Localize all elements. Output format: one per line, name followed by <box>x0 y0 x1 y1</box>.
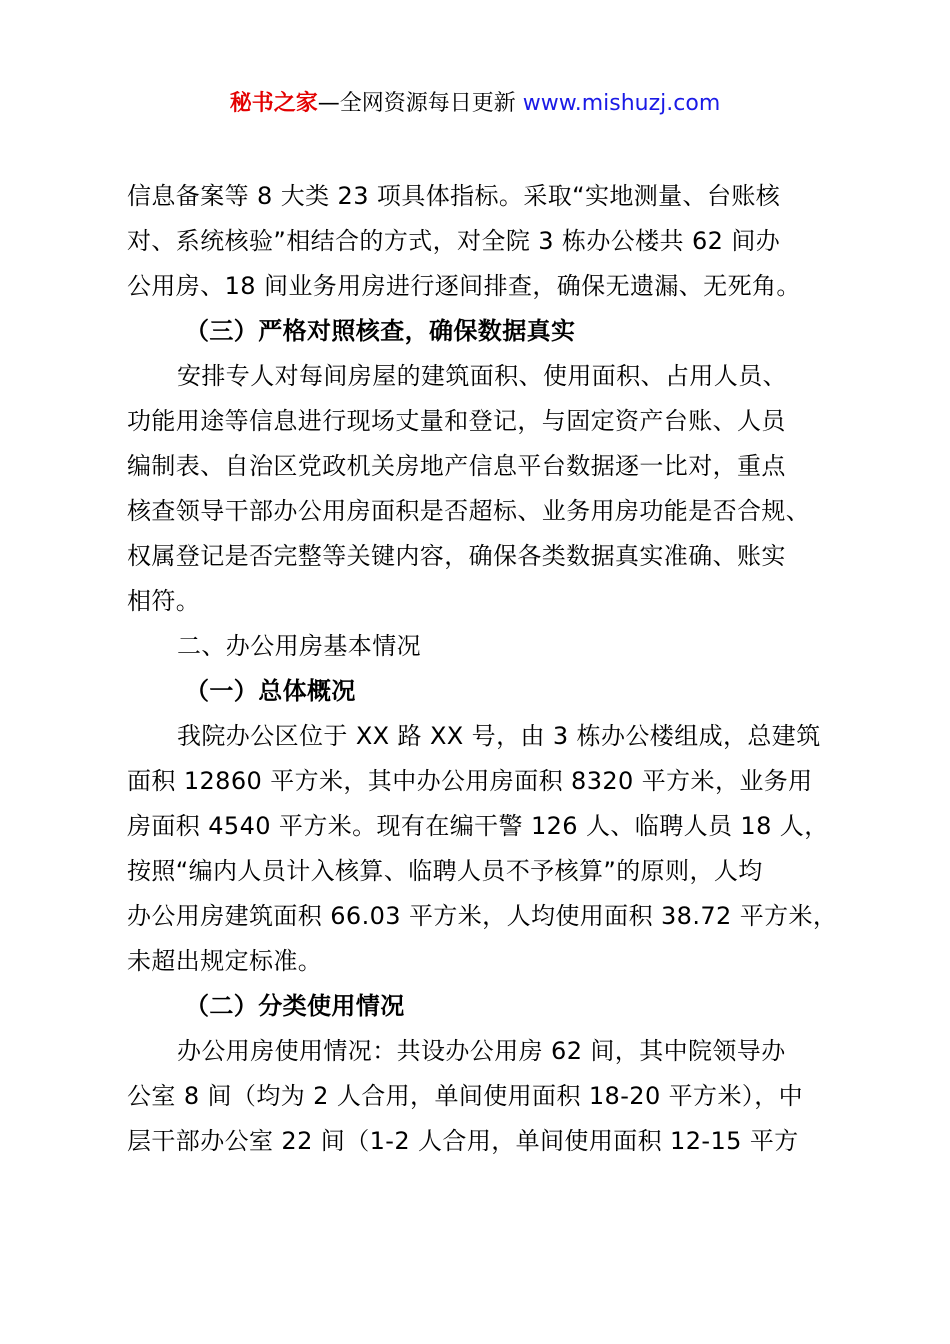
body-line: 房面积 4540 平方米。现有在编干警 126 人、临聘人员 18 人， <box>127 812 829 840</box>
document-body <box>127 174 862 1164</box>
body-line: 公用房、18 间业务用房进行逐间排查，确保无遗漏、无死角。 <box>127 272 801 300</box>
body-line: 对、系统核验”相结合的方式，对全院 3 栋办公楼共 62 间办 <box>127 227 781 255</box>
site-url-link[interactable]: www.mishuzj.com <box>522 91 721 116</box>
section-heading: （三）严格对照核查，确保数据真实 <box>185 317 576 345</box>
chapter-heading: 二、办公用房基本情况 <box>177 632 421 660</box>
body-line: 办公用房使用情况：共设办公用房 62 间，其中院领导办 <box>177 1037 786 1065</box>
page-header <box>0 84 950 124</box>
section-heading: （二）分类使用情况 <box>185 992 405 1020</box>
body-line: 编制表、自治区党政机关房地产信息平台数据逐一比对，重点 <box>127 452 786 480</box>
body-line: 权属登记是否完整等关键内容，确保各类数据真实准确、账实 <box>127 542 786 570</box>
body-line: 未超出规定标准。 <box>127 947 323 975</box>
body-line: 功能用途等信息进行现场丈量和登记，与固定资产台账、人员 <box>127 407 786 435</box>
body-line: 按照“编内人员计入核算、临聘人员不予核算”的原则，人均 <box>127 857 763 885</box>
header-slogan: —全网资源每日更新 <box>317 91 523 116</box>
body-line: 面积 12860 平方米，其中办公用房面积 8320 平方米，业务用 <box>127 767 813 795</box>
section-heading: （一）总体概况 <box>185 677 356 705</box>
body-line: 相符。 <box>127 587 201 615</box>
body-line: 信息备案等 8 大类 23 项具体指标。采取“实地测量、台账核 <box>127 182 781 210</box>
body-line: 公室 8 间（均为 2 人合用，单间使用面积 18-20 平方米），中 <box>127 1082 804 1110</box>
brand-name: 秘书之家 <box>229 91 318 116</box>
body-line: 安排专人对每间房屋的建筑面积、使用面积、占用人员、 <box>177 362 787 390</box>
body-line: 核查领导干部办公用房面积是否超标、业务用房功能是否合规、 <box>127 497 811 525</box>
body-line: 办公用房建筑面积 66.03 平方米，人均使用面积 38.72 平方米， <box>127 902 838 930</box>
body-line: 我院办公区位于 XX 路 XX 号，由 3 栋办公楼组成，总建筑 <box>177 722 821 750</box>
body-line: 层干部办公室 22 间（1-2 人合用，单间使用面积 12-15 平方 <box>127 1127 799 1155</box>
